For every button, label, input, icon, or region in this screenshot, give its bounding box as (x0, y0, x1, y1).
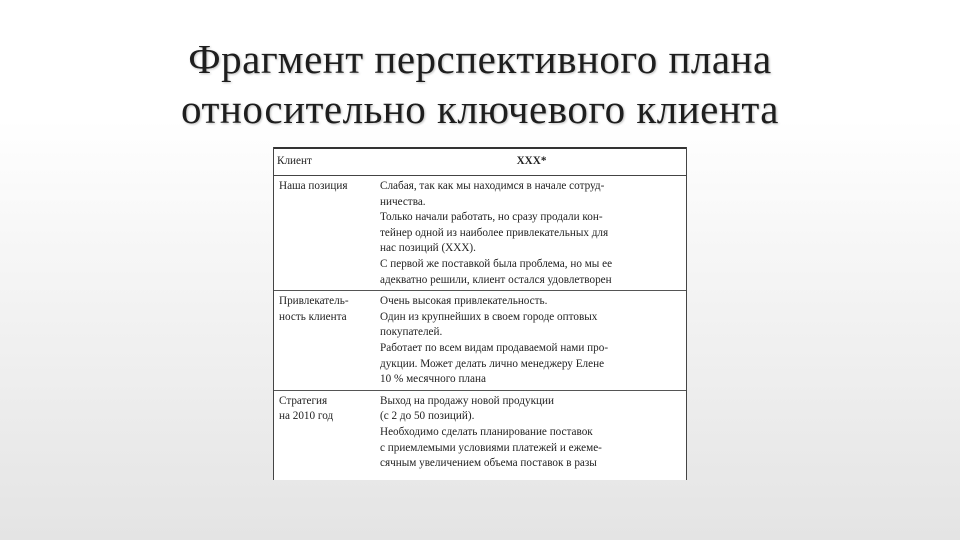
row-text-line: адекватно решили, клиент остался удовлетворен (380, 273, 612, 286)
row-text-line: 10 % месячного плана (380, 373, 486, 386)
row-label-line: на 2010 год (279, 410, 334, 423)
row-text (376, 390, 687, 473)
table-row (273, 291, 687, 391)
row-label (273, 176, 376, 291)
row-text-line: Слабая, так как мы находимся в начале сотруд- (380, 180, 605, 192)
row-text-line: нас позиций (XXX). (380, 242, 476, 255)
table-header-row (273, 148, 687, 176)
table-row (273, 390, 687, 473)
row-label-line: Привлекатель- (279, 295, 349, 308)
row-label-line: Стратегия (279, 394, 328, 407)
row-text-line: Выход на продажу новой продукции (380, 394, 554, 407)
row-text-line: покупателей. (380, 326, 443, 339)
row-text-line: Работает по всем видам продаваемой нами про- (380, 341, 609, 354)
row-text-line: Только начали работать, но сразу продали кон- (380, 211, 603, 224)
scanned-table-image (273, 147, 687, 480)
header-client: Клиент (273, 148, 376, 176)
row-text-line: Очень высокая привлекательность. (380, 295, 548, 308)
row-label-line: Наша позиция (279, 180, 348, 192)
row-text-line: с приемлемыми условиями платежей и ежеме- (380, 441, 602, 454)
row-text-line: С первой же поставкой была проблема, но мы ее (380, 257, 613, 270)
row-label-line: ность клиента (279, 310, 347, 323)
row-text-line: тейнер одной из наиболее привлекательных для (380, 226, 609, 239)
slide-title (0, 34, 960, 134)
table-row (273, 176, 687, 291)
row-text-line: дукции. Может делать лично менеджеру Елене (380, 357, 605, 370)
slide-title-line-2: относительно ключевого клиента (181, 86, 779, 132)
row-text-line: ничества. (380, 195, 426, 208)
client-plan-table (273, 147, 687, 474)
row-text (376, 291, 687, 391)
row-text-line: (с 2 до 50 позиций). (380, 410, 475, 423)
row-label (273, 291, 376, 391)
row-text-line: сячным увеличением объема поставок в разы (380, 457, 597, 470)
header-client-name: XXX* (376, 148, 687, 176)
row-text (376, 176, 687, 291)
row-text-line: Один из крупнейших в своем городе оптовых (380, 310, 598, 323)
row-text-line: Необходимо сделать планирование поставок (380, 425, 593, 438)
row-label (273, 390, 376, 473)
slide-title-line-1: Фрагмент перспективного плана (188, 36, 772, 82)
